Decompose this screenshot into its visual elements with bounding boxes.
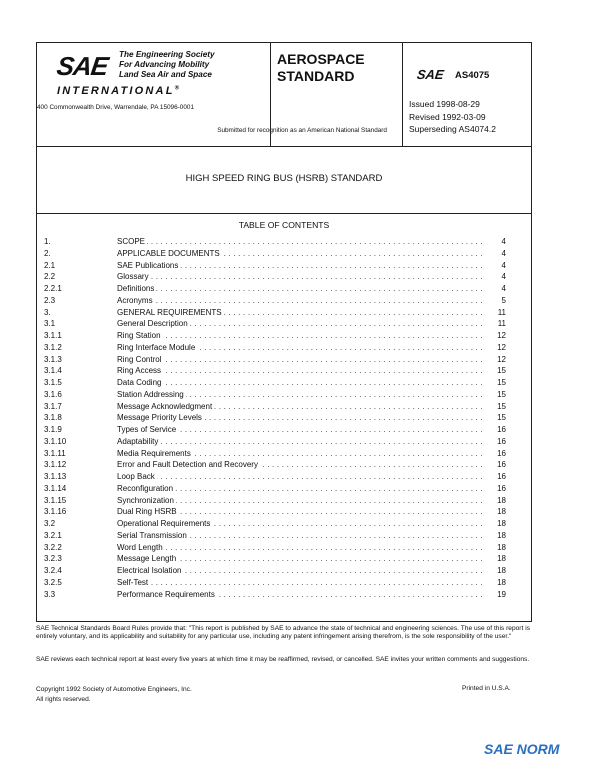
sae-logo: SAE <box>54 51 110 81</box>
toc-title-text: Performance Requirements <box>117 589 215 599</box>
toc-section-title <box>117 412 484 424</box>
toc-page-number: 4 <box>501 272 506 282</box>
toc-title-text: Dual Ring HSRB <box>117 507 177 517</box>
toc-entry[interactable] <box>44 459 506 471</box>
toc-entry[interactable] <box>44 495 506 507</box>
revised-date: Revised 1992-03-09 <box>409 111 486 122</box>
toc-title-text: Ring Control <box>117 354 162 364</box>
toc-page-number: 4 <box>501 248 506 258</box>
toc-title-text: Message Length <box>117 554 177 564</box>
toc-entry[interactable] <box>44 506 506 518</box>
toc-section-number: 3.1.14 <box>44 483 67 493</box>
toc-page-number: 19 <box>497 589 506 599</box>
toc-section-title <box>117 483 484 495</box>
toc-entry[interactable] <box>44 330 506 342</box>
toc-section-number: 3.1.9 <box>44 425 62 434</box>
toc-section-number: 3.2.1 <box>44 530 62 540</box>
toc-section-title <box>117 518 484 530</box>
toc-section-number: 3.3 <box>44 589 56 599</box>
header-doc-id <box>402 43 532 146</box>
title-row <box>37 146 531 214</box>
toc-section-title <box>117 553 484 565</box>
toc-section-number: 3.1.6 <box>44 389 62 399</box>
doc-type <box>277 51 397 85</box>
toc-page-number: 16 <box>497 460 506 470</box>
toc-entry[interactable] <box>44 401 506 413</box>
toc-page-number: 18 <box>497 542 506 552</box>
toc-section-number: 2.1 <box>44 260 56 270</box>
toc-page-number: 18 <box>497 519 506 528</box>
doc-dates <box>409 98 496 136</box>
tagline-line: Land Sea Air and Space <box>119 70 212 79</box>
toc-page-number: 5 <box>501 295 506 305</box>
document-title: HIGH SPEED RING BUS (HSRB) STANDARD <box>185 173 383 184</box>
toc-page-number: 16 <box>497 425 506 434</box>
toc-entry[interactable] <box>44 260 506 272</box>
toc-section-title <box>117 448 484 460</box>
registered-mark: ® <box>174 85 180 92</box>
toc-section-number: 3.2 <box>44 519 56 528</box>
toc-section-title <box>117 424 484 436</box>
toc-section-number: 3. <box>44 307 51 317</box>
toc-section-title <box>117 318 484 330</box>
toc-title-text: Glossary <box>117 272 149 282</box>
toc-page-number: 4 <box>501 237 506 246</box>
toc-entry[interactable] <box>44 565 506 577</box>
watermark-logo: SAE NORM <box>484 741 560 757</box>
international-wordmark <box>57 85 179 97</box>
doc-type-line2: STANDARD <box>277 68 355 84</box>
doc-type-line1: AEROSPACE <box>277 51 365 67</box>
toc-entry[interactable] <box>44 236 506 248</box>
international-text: INTERNATIONAL <box>57 85 175 97</box>
toc-section-title <box>117 260 484 272</box>
toc-page-number: 11 <box>497 307 506 317</box>
toc-title-text: GENERAL REQUIREMENTS <box>117 307 222 317</box>
toc-section-title <box>117 248 484 260</box>
toc-title-text: Electrical Isolation <box>117 566 182 575</box>
toc-section-number: 2.3 <box>44 295 56 305</box>
toc-section-number: 3.1.10 <box>44 436 67 446</box>
toc-entry[interactable] <box>44 412 506 424</box>
toc-entry[interactable] <box>44 307 506 319</box>
toc-title-text: Self-Test <box>117 577 149 587</box>
toc-entry[interactable] <box>44 471 506 483</box>
toc-section-number: 3.2.2 <box>44 542 62 552</box>
toc-page-number: 16 <box>497 472 506 481</box>
toc-page-number: 4 <box>501 260 506 270</box>
toc-page-number: 18 <box>497 495 506 505</box>
toc-page-number: 15 <box>497 389 506 399</box>
toc-section-title <box>117 283 484 295</box>
printed-in: Printed in U.S.A. <box>462 685 511 692</box>
toc-title-text: Adaptability <box>117 436 159 446</box>
toc-entry[interactable] <box>44 448 506 460</box>
toc-section-number: 3.1.15 <box>44 495 67 505</box>
toc-section-title <box>117 459 484 471</box>
toc-section-title <box>117 295 484 307</box>
tagline-line: For Advancing Mobility <box>119 60 210 69</box>
issued-date: Issued 1998-08-29 <box>409 99 480 109</box>
toc-entry[interactable] <box>44 283 506 295</box>
toc-entry[interactable] <box>44 518 506 530</box>
toc-section-number: 2.2.1 <box>44 284 62 293</box>
toc-section-number: 3.1.3 <box>44 354 62 364</box>
toc-section-number: 3.1.11 <box>44 448 66 458</box>
review-paragraph: SAE reviews each technical report at least every five years at which time it may be reaffirmed, revised, or cancelled. SAE invites your written comments and suggestions. <box>36 656 530 663</box>
toc-entry[interactable] <box>44 248 506 260</box>
toc-title-text: Types of Service <box>117 425 177 434</box>
toc-title-text: Word Length <box>117 542 163 552</box>
toc-heading: TABLE OF CONTENTS <box>238 220 330 230</box>
table-of-contents <box>44 236 506 600</box>
copyright-block <box>36 685 192 704</box>
toc-section-number: 2. <box>44 248 51 258</box>
toc-section-number: 3.1.2 <box>44 342 62 352</box>
toc-section-number: 3.1.12 <box>44 460 67 470</box>
toc-section-number: 1. <box>44 237 51 246</box>
toc-section-number: 3.1.5 <box>44 378 62 387</box>
sae-small-logo: SAE <box>415 67 445 82</box>
toc-page-number: 15 <box>497 413 506 423</box>
toc-section-number: 3.1.1 <box>44 331 62 340</box>
toc-title-text: APPLICABLE DOCUMENTS <box>117 248 220 258</box>
address: 400 Commonwealth Drive, Warrendale, PA 15096-0001 <box>37 104 195 111</box>
toc-title-text: Data Coding <box>117 378 162 387</box>
toc-section-title <box>117 330 484 342</box>
toc-title-text: Loop Back <box>117 472 155 481</box>
toc-entry[interactable] <box>44 589 506 601</box>
toc-section-title <box>117 495 484 507</box>
toc-title-text: Ring Access <box>117 366 162 376</box>
toc-section-title <box>117 436 484 448</box>
toc-entry[interactable] <box>44 377 506 389</box>
toc-title-text: Synchronization <box>117 495 174 505</box>
toc-section-title <box>117 354 484 366</box>
toc-title-text: Message Priority Levels <box>117 413 202 423</box>
toc-section-title <box>117 389 484 401</box>
toc-section-title <box>117 365 484 377</box>
toc-page-number: 15 <box>497 401 506 411</box>
toc-entry[interactable] <box>44 295 506 307</box>
toc-title-text: Message Acknowledgment <box>117 401 213 411</box>
toc-page-number: 12 <box>497 342 506 352</box>
header-doc-type <box>270 43 402 146</box>
toc-entry[interactable] <box>44 553 506 565</box>
toc-page-number: 16 <box>497 436 506 446</box>
toc-section-number: 3.1.13 <box>44 472 67 481</box>
toc-page-number: 18 <box>497 554 506 564</box>
toc-page-number: 12 <box>497 331 506 340</box>
document-frame <box>36 42 532 622</box>
toc-entry[interactable] <box>44 354 506 366</box>
toc-title-text: SCOPE <box>117 237 146 246</box>
toc-entry[interactable] <box>44 424 506 436</box>
toc-entry[interactable] <box>44 318 506 330</box>
toc-title-text: SAE Publications <box>117 260 179 270</box>
toc-page-number: 16 <box>497 483 506 493</box>
copyright-line: Copyright 1992 Society of Automotive Engineers, Inc. <box>36 686 192 693</box>
toc-title-text: Serial Transmission <box>117 530 187 540</box>
toc-title-text: Media Requirements <box>117 448 191 458</box>
toc-section-title <box>117 377 484 389</box>
toc-page-number: 15 <box>497 378 506 387</box>
toc-page-number: 16 <box>497 448 506 458</box>
society-tagline <box>119 50 215 80</box>
toc-section-title <box>117 271 484 283</box>
toc-entry[interactable] <box>44 530 506 542</box>
toc-title-text: Error and Fault Detection and Recovery <box>117 460 258 470</box>
toc-page-number: 12 <box>497 354 506 364</box>
toc-title-text: Acronyms <box>117 295 153 305</box>
toc-section-title <box>117 542 484 554</box>
toc-section-title <box>117 342 484 354</box>
toc-section-number: 3.1 <box>44 319 56 329</box>
toc-page-number: 18 <box>497 566 506 575</box>
toc-entry[interactable] <box>44 542 506 554</box>
toc-page-number: 18 <box>497 507 506 517</box>
toc-section-number: 3.1.4 <box>44 366 62 376</box>
toc-section-title <box>117 506 484 518</box>
supersedes: Superseding AS4074.2 <box>409 124 496 134</box>
toc-section-title <box>117 236 484 248</box>
toc-section-title <box>117 471 484 483</box>
toc-entry[interactable] <box>44 483 506 495</box>
toc-section-title <box>117 589 484 601</box>
toc-page-number: 18 <box>497 577 506 587</box>
header-row <box>37 43 531 147</box>
toc-section-number: 2.2 <box>44 272 56 282</box>
submitted-note: Submitted for recognition as an American National Standard <box>217 127 387 134</box>
toc-section-title <box>117 401 484 413</box>
tagline-line: The Engineering Society <box>119 50 215 59</box>
doc-number: AS4075 <box>455 70 490 81</box>
toc-title-text: Ring Station <box>117 331 161 340</box>
toc-entry[interactable] <box>44 342 506 354</box>
toc-section-title <box>117 565 484 577</box>
toc-page-number: 18 <box>497 530 506 540</box>
toc-title-text: Ring Interface Module <box>117 342 196 352</box>
toc-title-text: Reconfiguration <box>117 483 174 493</box>
toc-entry[interactable] <box>44 436 506 448</box>
rights-line: All rights reserved. <box>36 695 91 703</box>
toc-section-number: 3.1.16 <box>44 507 67 517</box>
toc-entry[interactable] <box>44 389 506 401</box>
toc-page-number: 11 <box>497 319 506 329</box>
toc-title-text: Definitions <box>117 284 155 293</box>
toc-title-text: Operational Requirements <box>117 519 211 528</box>
toc-section-title <box>117 577 484 589</box>
toc-page-number: 15 <box>497 366 506 376</box>
toc-page-number: 4 <box>501 284 506 293</box>
toc-entry[interactable] <box>44 577 506 589</box>
rules-paragraph: SAE Technical Standards Board Rules provide that: "This report is published by SAE to advance the state of technical and engineering sciences. The use of this report is entirely voluntary, and its applicability and suitability for any particular use, including any patent infringement arising therefrom, is the sole responsibility of the user." <box>36 625 530 641</box>
toc-section-title <box>117 307 484 319</box>
toc-section-number: 3.2.3 <box>44 554 62 564</box>
toc-entry[interactable] <box>44 365 506 377</box>
toc-entry[interactable] <box>44 271 506 283</box>
toc-section-number: 3.1.7 <box>44 401 62 411</box>
toc-section-title <box>117 530 484 542</box>
toc-section-number: 3.2.4 <box>44 566 62 575</box>
toc-title-text: Station Addressing <box>117 389 184 399</box>
toc-section-number: 3.2.5 <box>44 577 62 587</box>
toc-title-text: General Description <box>117 319 188 329</box>
toc-section-number: 3.1.8 <box>44 413 62 423</box>
